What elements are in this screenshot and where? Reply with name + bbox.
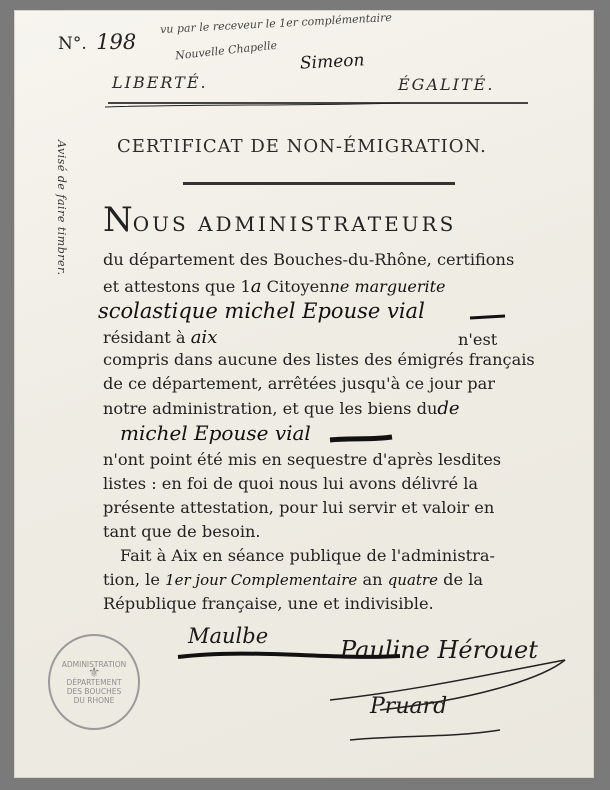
body-line-15 bbox=[103, 570, 483, 589]
handwritten-note-2: Nouvelle Chapelle bbox=[174, 38, 278, 63]
number-value: 198 bbox=[96, 30, 137, 54]
text-segment: résidant à bbox=[103, 328, 186, 347]
header-rule bbox=[108, 102, 528, 104]
body-line-5-end: n'est bbox=[458, 330, 498, 349]
handwritten-note-signature: Simeon bbox=[299, 50, 365, 74]
handwritten-name-2: michel Epouse vial bbox=[120, 421, 311, 445]
body-line-7: de ce département, arrêtées jusqu'à ce jour par bbox=[103, 374, 496, 393]
motto-liberte: LIBERTÉ. bbox=[112, 73, 208, 92]
text-segment: Citoyen bbox=[266, 277, 330, 296]
stamp-text: DÉPARTEMENT bbox=[66, 677, 122, 687]
stamp-text: DES BOUCHES bbox=[66, 686, 122, 696]
body-line-6: compris dans aucune des listes des émigrés français bbox=[103, 350, 535, 369]
body-line-8 bbox=[103, 398, 460, 419]
handwritten-fill: ne marguerite bbox=[329, 277, 446, 296]
stamp-text: DU RHONE bbox=[73, 695, 115, 705]
seal-emblem-icon: ⚜ bbox=[87, 664, 101, 681]
handwritten-fill: de bbox=[437, 398, 460, 419]
body-line-16: République française, une et indivisible. bbox=[103, 594, 434, 613]
handwritten-fill: a bbox=[250, 276, 262, 297]
body-line-13: tant que de besoin. bbox=[103, 522, 261, 541]
body-line-5 bbox=[103, 327, 217, 348]
handwritten-fill: quatre bbox=[387, 571, 438, 589]
signature-3: Pruard bbox=[370, 694, 448, 719]
document-title: CERTIFICAT DE NON-ÉMIGRATION. bbox=[117, 136, 487, 157]
text-segment: de la bbox=[443, 570, 484, 589]
body-line-3 bbox=[103, 276, 446, 297]
official-seal-stamp bbox=[48, 634, 140, 730]
drop-cap: N bbox=[103, 200, 133, 240]
handwritten-fill: 1er jour Complementaire bbox=[165, 571, 358, 589]
motto-egalite: ÉGALITÉ. bbox=[398, 75, 495, 94]
number-label: N°. bbox=[58, 34, 87, 54]
body-line-12: présente attestation, pour lui servir et valoir en bbox=[103, 498, 495, 517]
certificate-number bbox=[58, 30, 136, 54]
body-line-1 bbox=[103, 200, 456, 240]
body-line-11: listes : en foi de quoi nous lui avons délivré la bbox=[103, 474, 479, 493]
side-note: Avisé de faire timbrer. bbox=[55, 140, 68, 276]
stamp-text: ADMINISTRATION bbox=[61, 659, 127, 669]
text-segment: an bbox=[362, 570, 383, 589]
heading-administrateurs: OUS ADMINISTRATEURS bbox=[132, 212, 457, 236]
text-segment: notre administration, et que les biens du bbox=[103, 399, 438, 418]
title-rule bbox=[183, 182, 455, 185]
handwritten-fill: aix bbox=[190, 327, 218, 348]
body-line-14: Fait à Aix en séance publique de l'administra- bbox=[120, 546, 495, 565]
text-segment: et attestons que bbox=[103, 277, 236, 296]
signature-2: Pauline Hérouet bbox=[340, 636, 538, 664]
body-line-10: n'ont point été mis en sequestre d'après lesdites bbox=[103, 450, 502, 469]
handwritten-note-1: vu par le receveur le 1er complémentaire bbox=[159, 10, 393, 37]
text-segment: 1 bbox=[240, 277, 251, 296]
handwritten-name: scolastique michel Epouse vial bbox=[98, 299, 425, 323]
body-line-2: du département des Bouches-du-Rhône, certifions bbox=[103, 250, 515, 269]
text-segment: tion, le bbox=[103, 570, 160, 589]
signature-1: Maulbe bbox=[188, 624, 269, 648]
